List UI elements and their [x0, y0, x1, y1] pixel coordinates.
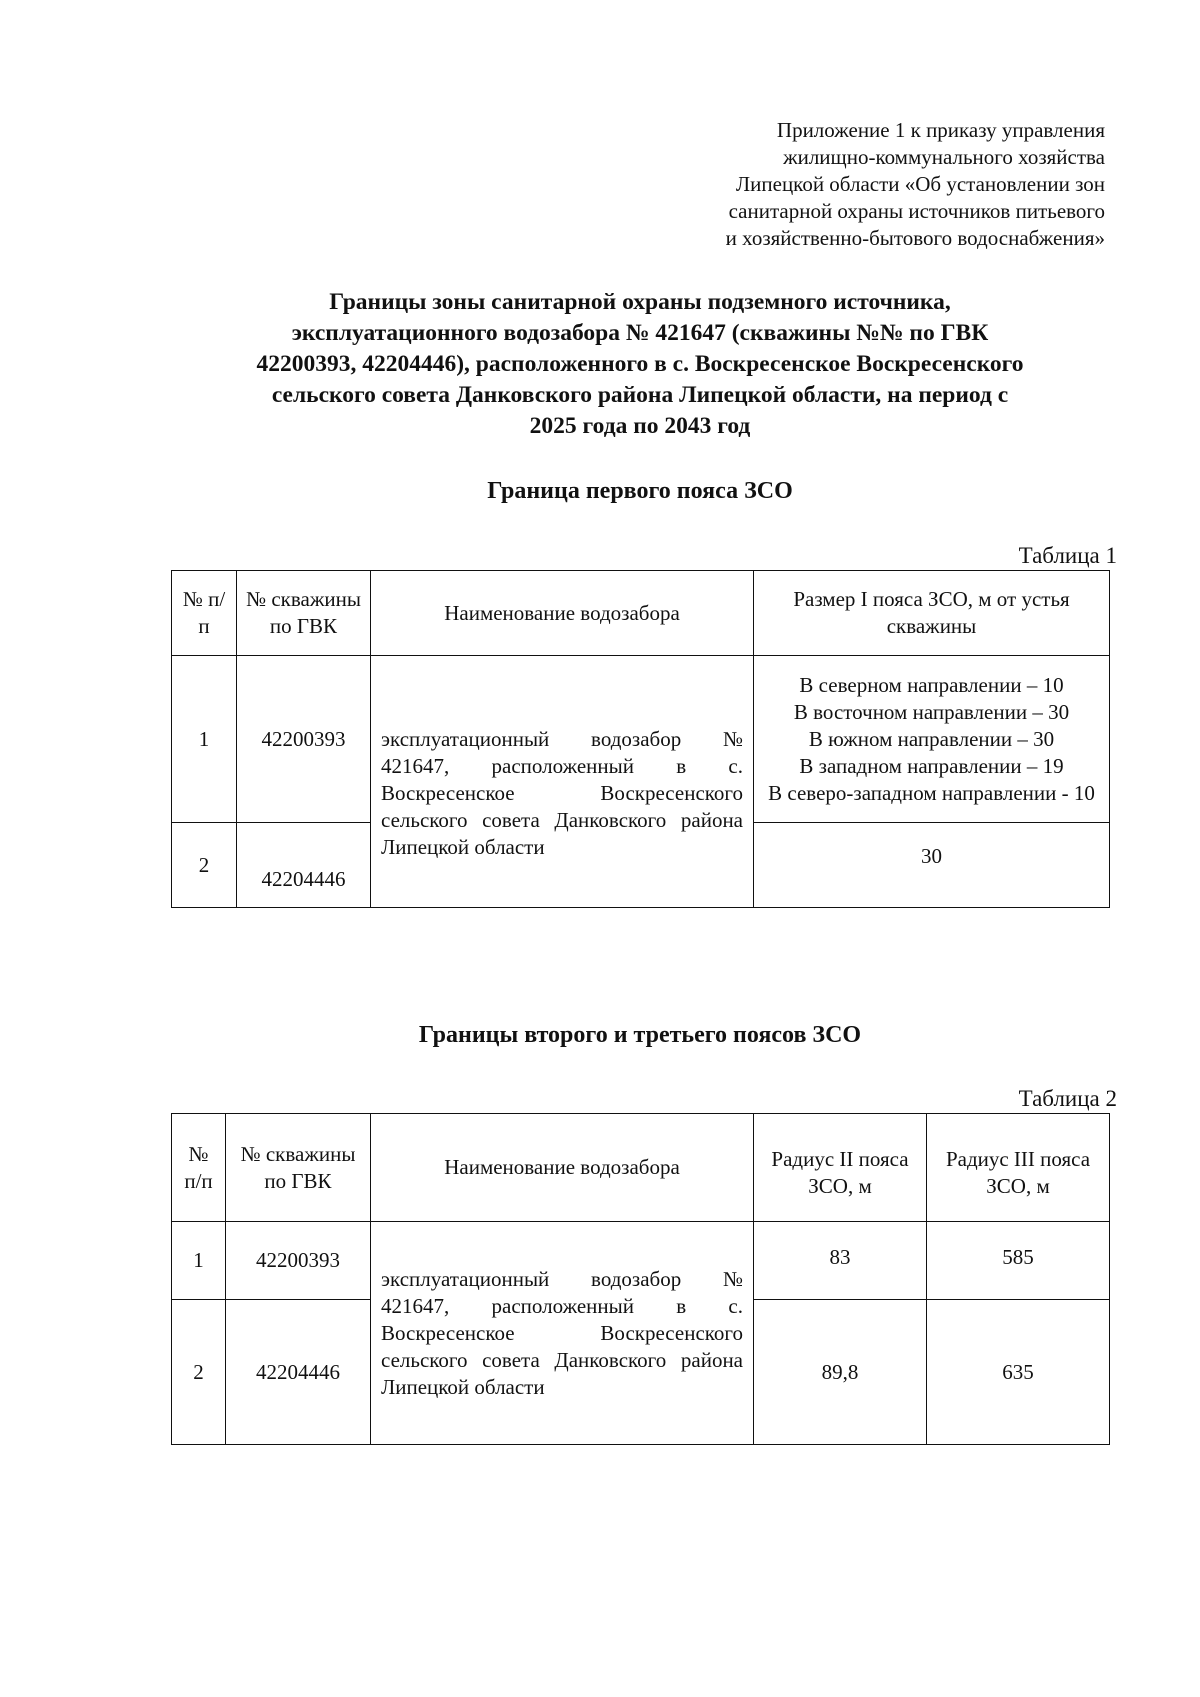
- appendix-note: [560, 117, 1105, 252]
- appendix-line: и хозяйственно-бытового водоснабжения»: [725, 226, 1105, 250]
- direction-item: В северо-западном направлении - 10: [768, 780, 1095, 805]
- row-num: 2: [172, 823, 237, 908]
- row-well: 42200393: [226, 1222, 371, 1300]
- row-well: 42200393: [237, 656, 371, 823]
- table1-label: Таблица 1: [1018, 543, 1117, 568]
- section1-heading: Граница первого пояса ЗСО: [487, 478, 793, 504]
- table2-header-row: [172, 1114, 1110, 1222]
- row-radius3: 585: [927, 1222, 1110, 1300]
- header-intake-name: Наименование водозабора: [371, 571, 754, 656]
- section2-heading: Границы второго и третьего поясов ЗСО: [418, 1022, 862, 1048]
- appendix-line: Липецкой области «Об установлении зон: [735, 172, 1105, 196]
- intake-name: эксплуатационный водозабор № 421647, расположенный в с. Воскресенское Воскресенского сельского совета Данковского района Липецкой области: [371, 656, 754, 908]
- row-well: 42204446: [226, 1300, 371, 1445]
- header-intake-name: Наименование водозабора: [371, 1114, 754, 1222]
- direction-item: В южном направлении – 30: [808, 726, 1055, 751]
- row-radius2: 83: [754, 1222, 927, 1300]
- direction-item: В восточном направлении – 30: [793, 699, 1070, 724]
- title-line: 42200393, 42204446), расположенного в с. Воскресенское Воскресенского: [256, 351, 1024, 377]
- header-well: № скважины по ГВК: [226, 1114, 371, 1222]
- zone1-size-row2: 30: [754, 823, 1110, 908]
- table2-label: Таблица 2: [1018, 1086, 1117, 1111]
- row-num: 2: [172, 1300, 226, 1445]
- title-line: Границы зоны санитарной охраны подземного источника,: [329, 289, 951, 315]
- row-well: 42204446: [237, 823, 371, 908]
- header-radius2: Радиус II пояса ЗСО, м: [754, 1114, 927, 1222]
- title-line: эксплуатационного водозабора № 421647 (скважины №№ по ГВК: [291, 320, 989, 346]
- table-zone1: [171, 570, 1110, 908]
- appendix-line: санитарной охраны источников питьевого: [728, 199, 1105, 223]
- row-num: 1: [172, 656, 237, 823]
- header-num: № п/п: [172, 571, 237, 656]
- header-well: № скважины по ГВК: [237, 571, 371, 656]
- table-row: [172, 1222, 1110, 1300]
- zone1-directions: [754, 656, 1110, 823]
- row-num: 1: [172, 1222, 226, 1300]
- title-line: сельского совета Данковского района Липецкой области, на период с: [271, 382, 1009, 408]
- row-radius3: 635: [927, 1300, 1110, 1445]
- header-radius3: Радиус III пояса ЗСО, м: [927, 1114, 1110, 1222]
- table1-header-row: [172, 571, 1110, 656]
- intake-name: эксплуатационный водозабор № 421647, расположенный в с. Воскресенское Воскресенского сельского совета Данковского района Липецкой области: [371, 1222, 754, 1445]
- row-radius2: 89,8: [754, 1300, 927, 1445]
- direction-item: В северном направлении – 10: [799, 672, 1064, 697]
- header-num: № п/п: [172, 1114, 226, 1222]
- header-zone1-size: Размер I пояса ЗСО, м от устья скважины: [754, 571, 1110, 656]
- title-line: 2025 года по 2043 год: [529, 413, 751, 439]
- direction-item: В западном направлении – 19: [799, 753, 1064, 778]
- document-title: [165, 287, 1115, 442]
- appendix-line: жилищно-коммунального хозяйства: [783, 145, 1105, 169]
- appendix-line: Приложение 1 к приказу управления: [776, 118, 1105, 142]
- table-zone23: [171, 1113, 1110, 1445]
